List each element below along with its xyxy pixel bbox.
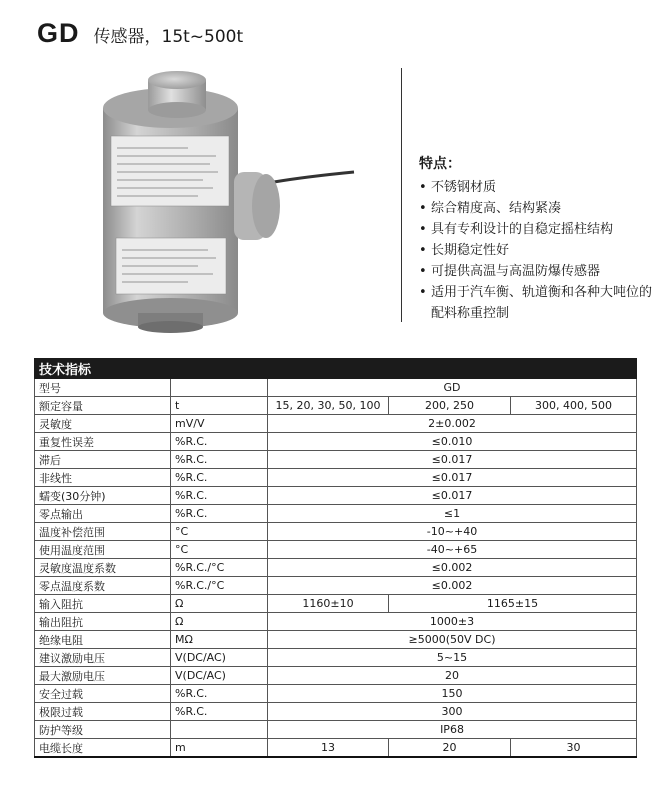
feature-item: • 综合精度高、结构紧凑 bbox=[419, 198, 654, 219]
features-list bbox=[419, 177, 654, 324]
param-name: 重复性误差 bbox=[35, 433, 171, 451]
table-row bbox=[35, 703, 637, 721]
param-value: 20 bbox=[268, 667, 637, 685]
page-subtitle: 传感器，15t~500t bbox=[93, 27, 244, 47]
feature-item: • 长期稳定性好 bbox=[419, 240, 654, 261]
param-value: 15, 20, 30, 50, 100 bbox=[268, 397, 389, 415]
param-value: ≤0.002 bbox=[268, 577, 637, 595]
param-unit: MΩ bbox=[171, 631, 268, 649]
param-name: 蠕变(30分钟) bbox=[35, 487, 171, 505]
param-value: -40~+65 bbox=[268, 541, 637, 559]
param-name: 防护等级 bbox=[35, 721, 171, 739]
param-unit: mV/V bbox=[171, 415, 268, 433]
param-value: 5~15 bbox=[268, 649, 637, 667]
load-cell-photo bbox=[38, 60, 368, 335]
param-name: 电缆长度 bbox=[35, 739, 171, 758]
param-value: ≤0.010 bbox=[268, 433, 637, 451]
param-value: 20 bbox=[389, 739, 511, 758]
table-row bbox=[35, 595, 637, 613]
param-value: ≤0.017 bbox=[268, 469, 637, 487]
param-value: 300, 400, 500 bbox=[511, 397, 637, 415]
table-row bbox=[35, 433, 637, 451]
features-panel bbox=[419, 154, 654, 324]
param-unit: %R.C. bbox=[171, 685, 268, 703]
table-row bbox=[35, 523, 637, 541]
table-row bbox=[35, 667, 637, 685]
param-name: 建议激励电压 bbox=[35, 649, 171, 667]
table-row bbox=[35, 739, 637, 758]
model-name: GD bbox=[37, 18, 80, 48]
table-row bbox=[35, 577, 637, 595]
page-title bbox=[37, 18, 243, 54]
table-row bbox=[35, 487, 637, 505]
param-unit bbox=[171, 379, 268, 397]
param-value: 300 bbox=[268, 703, 637, 721]
table-row bbox=[35, 631, 637, 649]
param-value: ≤0.002 bbox=[268, 559, 637, 577]
nameplate-upper bbox=[111, 136, 229, 206]
spec-table-title: 技术指标 bbox=[35, 359, 637, 379]
table-row bbox=[35, 469, 637, 487]
param-unit: Ω bbox=[171, 595, 268, 613]
param-unit: %R.C. bbox=[171, 487, 268, 505]
param-name: 绝缘电阻 bbox=[35, 631, 171, 649]
table-row bbox=[35, 397, 637, 415]
param-value: 2±0.002 bbox=[268, 415, 637, 433]
param-name: 安全过载 bbox=[35, 685, 171, 703]
param-name: 灵敏度温度系数 bbox=[35, 559, 171, 577]
param-unit: t bbox=[171, 397, 268, 415]
cell-cap-top bbox=[148, 71, 206, 89]
param-name: 型号 bbox=[35, 379, 171, 397]
param-unit: Ω bbox=[171, 613, 268, 631]
feature-item: • 具有专利设计的自稳定摇柱结构 bbox=[419, 219, 654, 240]
param-unit: V(DC/AC) bbox=[171, 649, 268, 667]
param-unit bbox=[171, 721, 268, 739]
param-name: 最大激励电压 bbox=[35, 667, 171, 685]
features-title: 特点： bbox=[419, 156, 461, 172]
param-value: ≤0.017 bbox=[268, 487, 637, 505]
param-unit: %R.C./°C bbox=[171, 559, 268, 577]
param-name: 滞后 bbox=[35, 451, 171, 469]
table-row bbox=[35, 451, 637, 469]
param-value: IP68 bbox=[268, 721, 637, 739]
param-value: ≤0.017 bbox=[268, 451, 637, 469]
param-name: 额定容量 bbox=[35, 397, 171, 415]
feature-item: • 可提供高温与高温防爆传感器 bbox=[419, 261, 654, 282]
param-name: 使用温度范围 bbox=[35, 541, 171, 559]
cable bbox=[274, 172, 354, 182]
param-value: ≤1 bbox=[268, 505, 637, 523]
table-row bbox=[35, 541, 637, 559]
param-unit: %R.C./°C bbox=[171, 577, 268, 595]
table-row bbox=[35, 721, 637, 739]
table-row bbox=[35, 415, 637, 433]
param-value: GD bbox=[268, 379, 637, 397]
vertical-divider bbox=[401, 68, 402, 322]
param-value: 30 bbox=[511, 739, 637, 758]
param-name: 输入阻抗 bbox=[35, 595, 171, 613]
param-unit: %R.C. bbox=[171, 433, 268, 451]
param-unit: °C bbox=[171, 541, 268, 559]
param-unit: m bbox=[171, 739, 268, 758]
table-row bbox=[35, 613, 637, 631]
param-value: 150 bbox=[268, 685, 637, 703]
param-name: 温度补偿范围 bbox=[35, 523, 171, 541]
param-value: -10~+40 bbox=[268, 523, 637, 541]
param-name: 零点输出 bbox=[35, 505, 171, 523]
param-unit: %R.C. bbox=[171, 703, 268, 721]
param-value: ≥5000(50V DC) bbox=[268, 631, 637, 649]
feature-item: • 不锈钢材质 bbox=[419, 177, 654, 198]
param-value: 200, 250 bbox=[389, 397, 511, 415]
param-name: 输出阻抗 bbox=[35, 613, 171, 631]
param-value: 1165±15 bbox=[389, 595, 637, 613]
table-row bbox=[35, 649, 637, 667]
param-unit: °C bbox=[171, 523, 268, 541]
param-value: 1000±3 bbox=[268, 613, 637, 631]
table-row bbox=[35, 685, 637, 703]
param-name: 灵敏度 bbox=[35, 415, 171, 433]
table-row bbox=[35, 559, 637, 577]
param-unit: %R.C. bbox=[171, 469, 268, 487]
param-unit: %R.C. bbox=[171, 505, 268, 523]
param-name: 极限过载 bbox=[35, 703, 171, 721]
param-name: 零点温度系数 bbox=[35, 577, 171, 595]
table-row bbox=[35, 505, 637, 523]
table-row bbox=[35, 379, 637, 397]
param-unit: %R.C. bbox=[171, 451, 268, 469]
param-unit: V(DC/AC) bbox=[171, 667, 268, 685]
param-name: 非线性 bbox=[35, 469, 171, 487]
param-value: 13 bbox=[268, 739, 389, 758]
feature-item: • 适用于汽车衡、轨道衡和各种大吨位的配料称重控制 bbox=[419, 282, 654, 324]
spec-table bbox=[34, 358, 637, 758]
param-value: 1160±10 bbox=[268, 595, 389, 613]
